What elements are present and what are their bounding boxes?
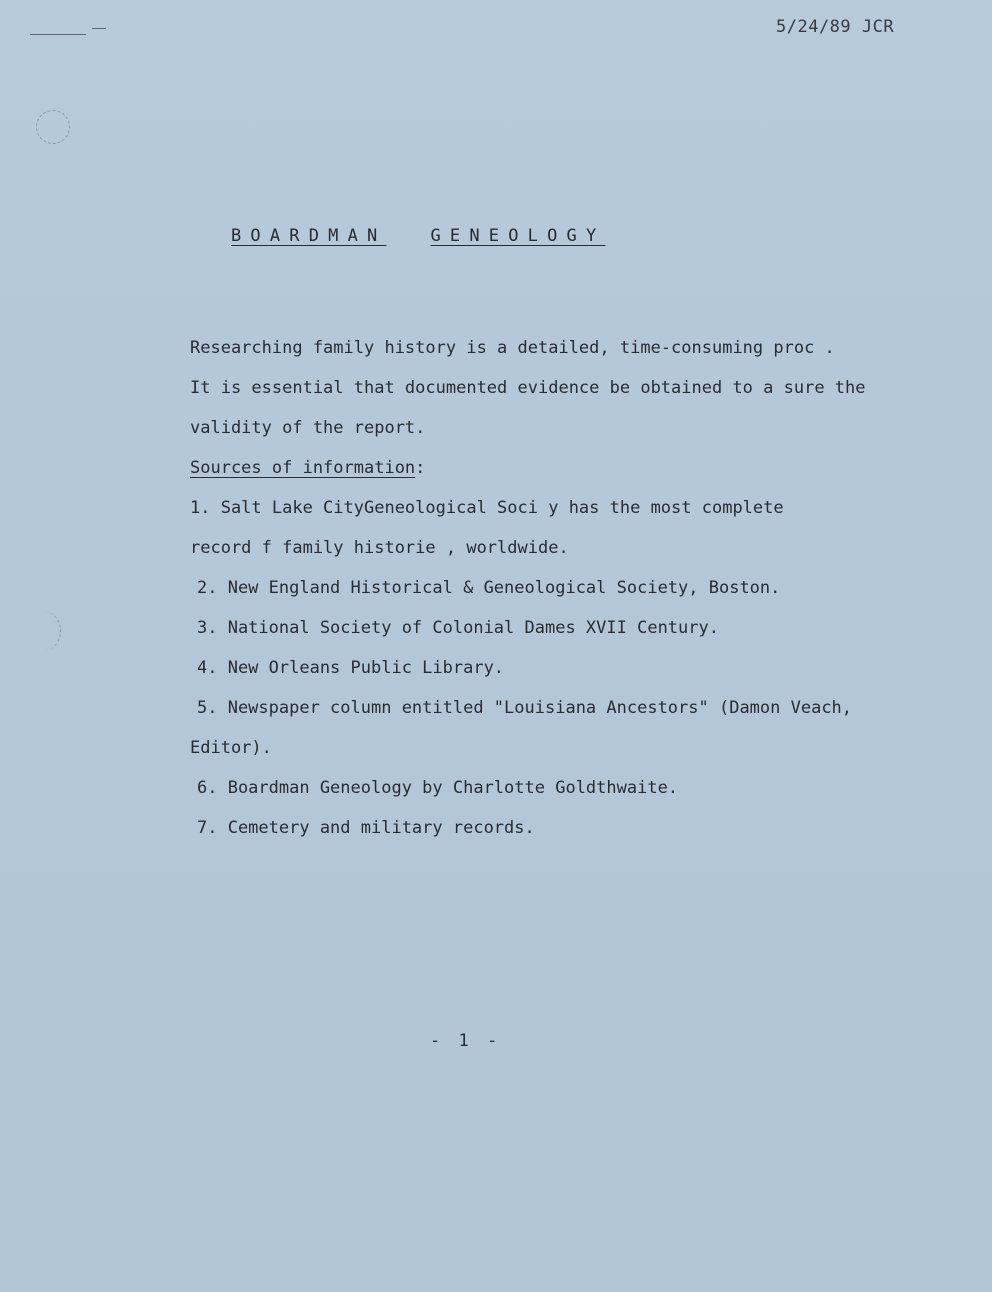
scan-mark	[92, 28, 106, 29]
source-item-5-continued: Editor).	[190, 738, 272, 758]
source-item-1-continued: record f family historie , worldwide.	[190, 538, 569, 558]
source-item-4: 4. New Orleans Public Library.	[197, 658, 505, 678]
sources-heading-colon: :	[415, 458, 426, 478]
sources-heading	[190, 458, 425, 478]
source-item-6: 6. Boardman Geneology by Charlotte Goldthwaite.	[197, 778, 679, 798]
page-title	[231, 226, 605, 246]
source-item-5: 5. Newspaper column entitled "Louisiana Ancestors" (Damon Veach,	[197, 698, 853, 718]
hole-punch-mark	[30, 612, 61, 650]
hole-punch-mark	[36, 110, 70, 144]
scan-mark	[30, 34, 86, 35]
source-item-3: 3. National Society of Colonial Dames XVII Century.	[197, 618, 719, 638]
page-number: - 1 -	[430, 1031, 502, 1051]
sources-heading-text: Sources of information	[190, 458, 416, 478]
title-word-boardman: BOARDMAN	[231, 226, 387, 246]
source-item-2: 2. New England Historical & Geneological Society, Boston.	[197, 578, 781, 598]
date-stamp: 5/24/89 JCR	[776, 17, 895, 37]
body-line: validity of the report.	[190, 418, 426, 438]
source-item-7: 7. Cemetery and military records.	[197, 818, 535, 838]
source-item-1: 1. Salt Lake CityGeneological Soci y has the most complete	[190, 498, 784, 518]
body-line: It is essential that documented evidence be obtained to a sure the	[190, 378, 866, 398]
body-line: Researching family history is a detailed, time-consuming proc .	[190, 338, 835, 358]
title-word-geneology: GENEOLOGY	[430, 226, 606, 246]
